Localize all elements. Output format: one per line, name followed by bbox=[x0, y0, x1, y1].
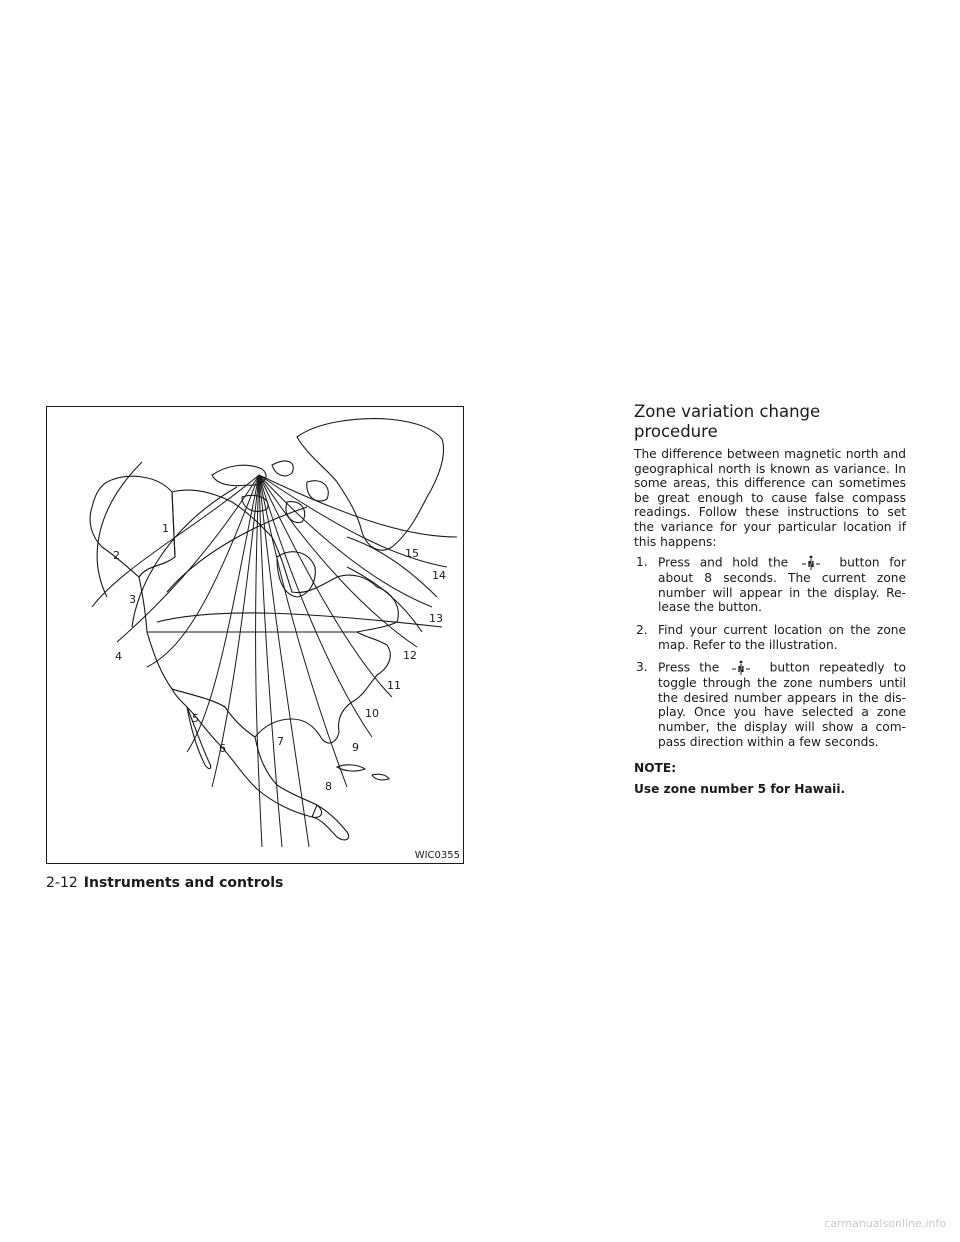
zone-label-10: 10 bbox=[365, 707, 379, 720]
procedure-section bbox=[634, 402, 906, 796]
zone-arc-1 bbox=[97, 462, 142, 597]
step-item bbox=[634, 660, 906, 749]
site-watermark: carmanualsonline.info bbox=[824, 1217, 946, 1230]
step-text: Find your current location on the zone map. Refer to the illustration. bbox=[658, 622, 906, 652]
step-text-after: button repeatedly to toggle through the zone numbers until the desired number appears in the display. Once you have selected a zone number, the display will show a compass direction within a few seconds. bbox=[658, 660, 906, 749]
central-america-outline bbox=[312, 805, 349, 840]
svg-text:N: N bbox=[807, 560, 815, 570]
zone-label-11: 11 bbox=[387, 679, 401, 692]
zone-label-8: 8 bbox=[325, 780, 332, 793]
step-item bbox=[634, 623, 906, 652]
greenland-outline bbox=[297, 419, 444, 551]
note-text: Use zone number 5 for Hawaii. bbox=[634, 781, 846, 796]
step-text-after: button for about 8 seconds. The current zone number will appear in the display. Release the button. bbox=[658, 555, 906, 615]
svg-text:N: N bbox=[738, 665, 745, 675]
zone-arc-3 bbox=[167, 507, 307, 592]
zone-label-5: 5 bbox=[192, 712, 199, 725]
zone-arc-6 bbox=[157, 613, 442, 627]
page-footer bbox=[46, 875, 283, 891]
zone-label-9: 9 bbox=[352, 741, 359, 754]
step-text-before: Press and hold the bbox=[658, 555, 789, 570]
zone-label-14: 14 bbox=[432, 569, 446, 582]
compass-n-icon bbox=[800, 555, 822, 571]
step-item bbox=[634, 555, 906, 615]
zone-label-6: 6 bbox=[219, 742, 226, 755]
page-number: 2-12 bbox=[46, 875, 78, 891]
caribbean-islands bbox=[337, 765, 389, 780]
zone-label-3: 3 bbox=[129, 593, 136, 606]
zone-label-1: 1 bbox=[162, 522, 169, 535]
section-heading: Zone variation change procedure bbox=[634, 402, 821, 441]
zone-map-figure bbox=[46, 406, 464, 864]
mexico-outline bbox=[172, 689, 322, 817]
zone-label-15: 15 bbox=[405, 547, 419, 560]
step-number: 3. bbox=[636, 660, 648, 675]
zone-label-12: 12 bbox=[403, 649, 417, 662]
step-number: 1. bbox=[636, 555, 648, 570]
zone-label-13: 13 bbox=[429, 612, 443, 625]
zone-label-7: 7 bbox=[277, 735, 284, 748]
zone-map-illustration bbox=[47, 407, 463, 863]
chapter-title: Instruments and controls bbox=[83, 875, 284, 891]
zone-label-4: 4 bbox=[115, 650, 122, 663]
step-number: 2. bbox=[636, 622, 648, 637]
steps-list bbox=[634, 555, 906, 749]
compass-n-icon bbox=[730, 660, 752, 676]
intro-paragraph: The difference between magnetic north and geographical north is known as variance. In some areas, this difference can sometimes be great enough to cause false compass readings. Follow these instructions to set the variance for your particular location if this happens: bbox=[634, 447, 906, 549]
step-text-before: Press the bbox=[658, 660, 720, 675]
figure-code: WIC0355 bbox=[414, 850, 460, 861]
zone-arc-4 bbox=[347, 537, 437, 597]
note-title: NOTE: bbox=[634, 761, 677, 776]
zone-label-2: 2 bbox=[113, 549, 120, 562]
